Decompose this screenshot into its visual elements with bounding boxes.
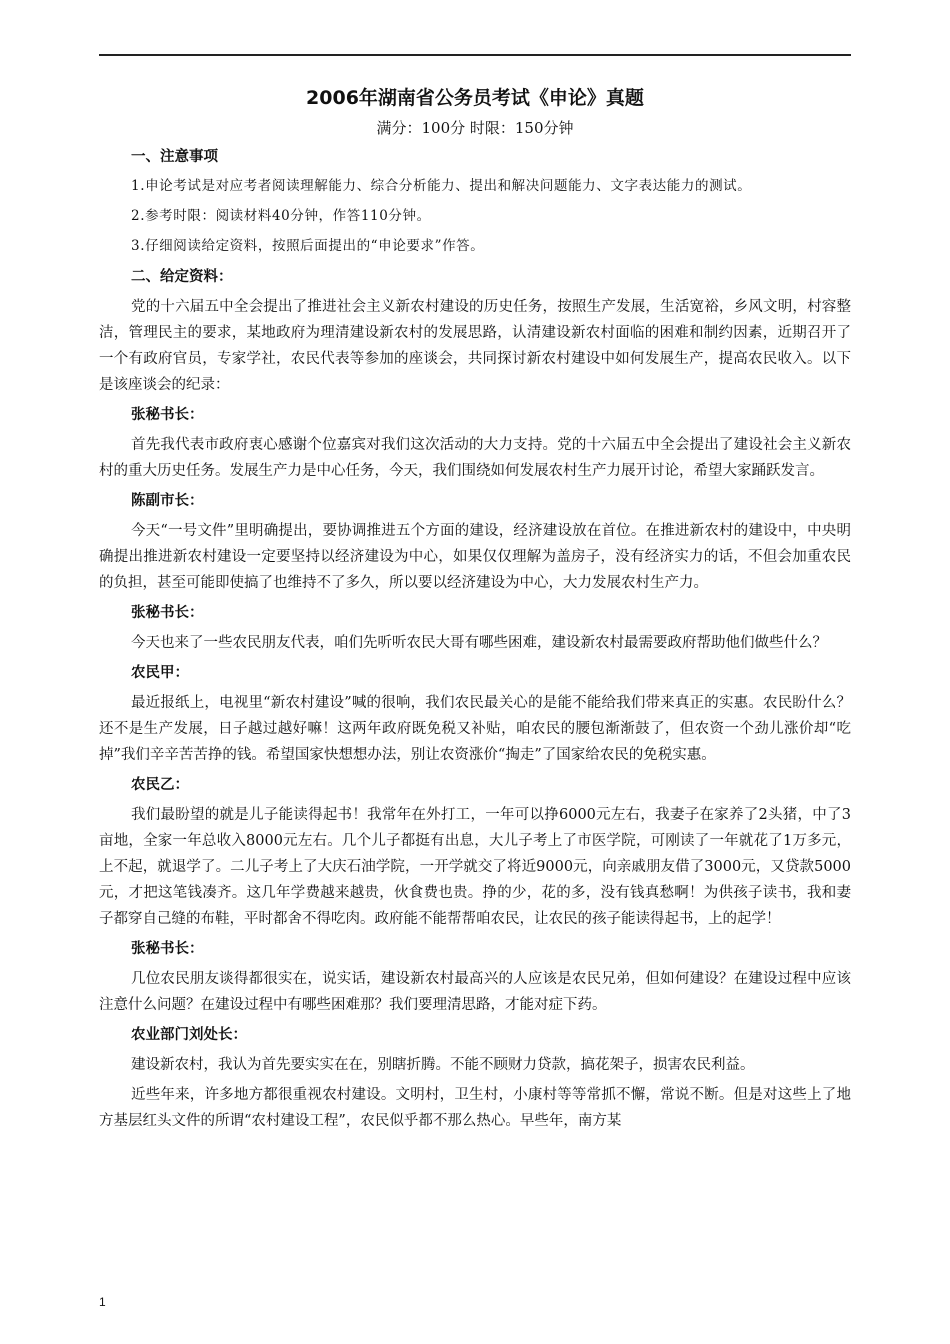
page-title: 2006年湖南省公务员考试《申论》真题 (306, 87, 644, 109)
speech-paragraph: 几位农民朋友谈得都很实在，说实话，建设新农村最高兴的人应该是农民兄弟，但如何建设？在建设过程中应该注意什么问题？在建设过程中有哪些困难那？我们要理清思路，才能对症下药。 (99, 971, 851, 1013)
speaker-label: 张秘书长： (131, 407, 204, 423)
section-heading-notes: 一、注意事项 (131, 149, 218, 165)
speech-paragraph: 今天“一号文件”里明确提出，要协调推进五个方面的建设，经济建设放在首位。在推进新农村的建设中，中央明确提出推进新农村建设一定要坚持以经济建设为中心，如果仅仅理解为盖房子，没有经济实力的话，不但会加重农民的负担，甚至可能即使搞了也维持不了多久，所以要以经济建设为中心，大力发展农村生产力。 (99, 523, 851, 591)
section-heading-materials: 二、给定资料： (131, 269, 233, 285)
note-item: 1.申论考试是对应考者阅读理解能力、综合分析能力、提出和解决问题能力、文字表达能力的测试。 (131, 178, 752, 194)
speaker-label: 张秘书长： (131, 941, 204, 957)
speaker-label: 农业部门刘处长： (131, 1027, 247, 1043)
speaker-label: 农民甲： (131, 665, 189, 681)
speech-paragraph: 首先我代表市政府衷心感谢个位嘉宾对我们这次活动的大力支持。党的十六届五中全会提出了建设社会主义新农村的重大历史任务。发展生产力是中心任务，今天，我们围绕如何发展农村生产力展开讨论，希望大家踊跃发言。 (99, 437, 851, 479)
header-rule (99, 54, 851, 56)
exam-info: 满分：100分 时限：150分钟 (376, 119, 574, 137)
speech-paragraph: 我们最盼望的就是儿子能读得起书！我常年在外打工，一年可以挣6000元左右，我妻子在家养了2头猪，中了3亩地，全家一年总收入8000元左右。几个儿子都挺有出息，大儿子考上了市医学院，可刚读了一年就花了1万多元，上不起，就退学了。二儿子考上了大庆石油学院，一开学就交了将近9000元，向亲戚朋友借了3000元，又贷款5000元，才把这笔钱凑齐。这几年学费越来越贵，伙食费也贵。挣的少，花的多，没有钱真愁啊！为供孩子读书，我和妻子都穿自己缝的布鞋，平时都舍不得吃肉。政府能不能帮帮咱农民，让农民的孩子能读得起书，上的起学！ (99, 807, 851, 927)
page-number: 1 (99, 1295, 106, 1309)
speech-paragraph: 最近报纸上，电视里“新农村建设”喊的很响，我们农民最关心的是能不能给我们带来真正的实惠。农民盼什么？还不是生产发展，日子越过越好嘛！这两年政府既免税又补贴，咱农民的腰包渐渐鼓了，但农资一个劲儿涨价却“吃掉”我们辛辛苦苦挣的钱。希望国家快想想办法，别让农资涨价“掏走”了国家给农民的免税实惠。 (99, 695, 851, 763)
speaker-label: 农民乙： (131, 777, 189, 793)
note-item: 3.仔细阅读给定资料，按照后面提出的“申论要求”作答。 (131, 238, 485, 254)
document-body (99, 84, 851, 1138)
note-item: 2.参考时限：阅读材料40分钟，作答110分钟。 (131, 208, 431, 224)
speaker-label: 陈副市长： (131, 493, 204, 509)
speech-paragraph: 今天也来了一些农民朋友代表，咱们先听听农民大哥有哪些困难，建设新农村最需要政府帮助他们做些什么？ (131, 635, 827, 651)
speech-paragraph: 近些年来，许多地方都很重视农村建设。文明村，卫生村，小康村等等常抓不懈，常说不断。但是对这些上了地方基层红头文件的所谓“农村建设工程”，农民似乎都不那么热心。早些年，南方某 (99, 1087, 851, 1129)
speaker-label: 张秘书长： (131, 605, 204, 621)
intro-paragraph: 党的十六届五中全会提出了推进社会主义新农村建设的历史任务，按照生产发展，生活宽裕，乡风文明，村容整洁，管理民主的要求，某地政府为理清建设新农村的发展思路，认清建设新农村面临的困难和制约因素，近期召开了一个有政府官员，专家学社，农民代表等参加的座谈会，共同探讨新农村建设中如何发展生产，提高农民收入。以下是该座谈会的纪录： (99, 299, 851, 393)
speech-paragraph: 建设新农村，我认为首先要实实在在，别瞎折腾。不能不顾财力贷款，搞花架子，损害农民利益。 (131, 1057, 755, 1073)
